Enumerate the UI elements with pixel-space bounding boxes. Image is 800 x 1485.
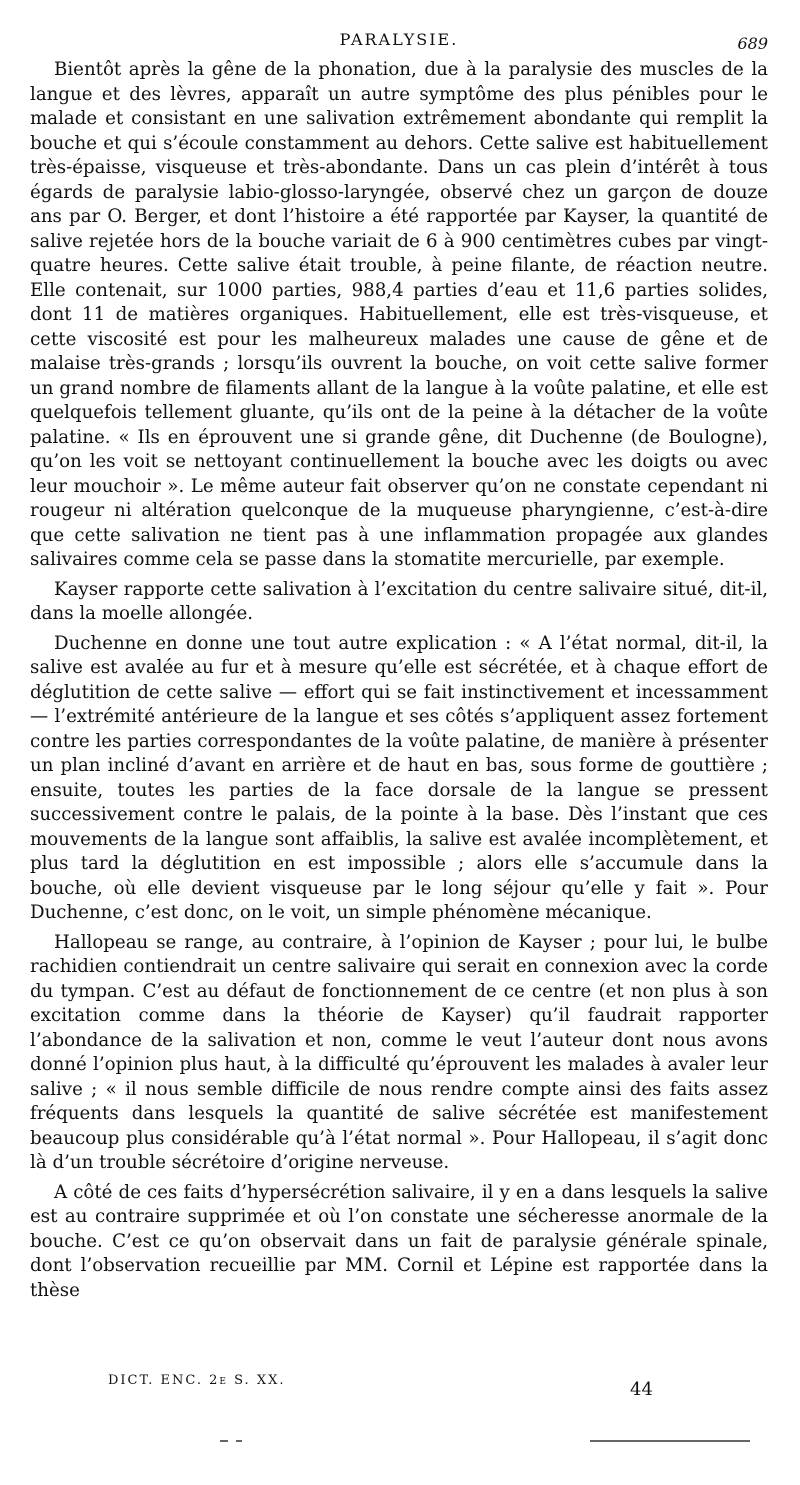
paragraph: Duchenne en donne une tout autre explication : « A l’état normal, dit-il, la salive est avalée au fur et à mesure qu’elle est sécrétée, et à chaque effort de déglutition de cette salive — effort qui se fait instinctivement et incessamment — l’extrémité antérieure de la langue et ses côtés s’appliquent assez fortement contre les parties correspondantes de la voûte palatine, de manière à présenter un plan incliné d’avant en arrière et de haut en bas, sous forme de gouttière ; ensuite, toutes les parties de la face dorsale de la langue se pressent successivement contre le palais, de la pointe à la base. Dès l’instant que ces mouvements de la langue sont affaiblis, la salive est avalée incomplètement, et plus tard la déglutition en est impossible ; alors elle s’accumule dans la bouche, où elle devient visqueuse par le long séjour qu’elle y fait ». Pour Duchenne, c’est donc, on le voit, un simple phénomène mécanique. — [30, 632, 768, 923]
bleed-through-marks — [210, 1440, 770, 1446]
paragraph: A côté de ces faits d’hypersécrétion salivaire, il y en a dans lesquels la salive est au contraire supprimée et où l’on constate une sécheresse anormale de la bouche. C’est ce qu’on observait dans un fait de paralysie générale spinale, dont l’observation recueillie par MM. Cornil et Lépine est rapportée dans la thèse — [30, 1181, 768, 1301]
collection-reference: DICT. ENC. 2e S. XX. — [108, 1373, 286, 1388]
page-number: 689 — [737, 34, 768, 53]
signature-mark: 44 — [630, 1379, 653, 1400]
body-text — [30, 58, 768, 1308]
paragraph: Kayser rapporte cette salivation à l’excitation du centre salivaire situé, dit-il, dans la moelle allongée. — [30, 578, 768, 624]
page-footer — [30, 1373, 768, 1403]
paragraph: Bientôt après la gêne de la phonation, due à la paralysie des muscles de la langue et des lèvres, apparaît un autre symptôme des plus pénibles pour le malade et consistant en une salivation extrêmement abondante qui remplit la bouche et qui s’écoule constamment au dehors. Cette salive est habituellement très-épaisse, visqueuse et très-abondante. Dans un cas plein d’intérêt à tous égards de paralysie labio-glosso-laryngée, observé chez un garçon de douze ans par O. Berger, et dont l’histoire a été rapportée par Kayser, la quantité de salive rejetée hors de la bouche variait de 6 à 900 centimètres cubes par vingt-quatre heures. Cette salive était trouble, à peine filante, de réaction neutre. Elle contenait, sur 1000 parties, 988,4 parties d’eau et 11,6 parties solides, dont 11 de matières organiques. Habituellement, elle est très-visqueuse, et cette viscosité est pour les malheureux malades une cause de gêne et de malaise très-grands ; lorsqu’ils ouvrent la bouche, on voit cette salive former un grand nombre de filaments allant de la langue à la voûte palatine, et elle est quelquefois tellement gluante, qu’ils ont de la peine à la détacher de la voûte palatine. « Ils en éprouvent une si grande gêne, dit Duchenne (de Boulogne), qu’on les voit se nettoyant continuellement la bouche avec les doigts ou avec leur mouchoir ». Le même auteur fait observer qu’on ne constate cependant ni rougeur ni altération quelconque de la muqueuse pharyngienne, c’est-à-dire que cette salivation ne tient pas à une inflammation propagée aux glandes salivaires comme cela se passe dans la stomatite mercurielle, par exemple. — [30, 59, 768, 570]
page-header — [30, 30, 768, 54]
paragraph: Hallopeau se range, au contraire, à l’opinion de Kayser ; pour lui, le bulbe rachidien contiendrait un centre salivaire qui serait en connexion avec la corde du tympan. C’est au défaut de fonctionnement de ce centre (et non plus à son excitation comme dans la théorie de Kayser) qu’il faudrait rapporter l’abondance de la salivation et non, comme le veut l’auteur dont nous avons donné l’opinion plus haut, à la difficulté qu’éprouvent les malades à avaler leur salive ; « il nous semble difficile de nous rendre compte ainsi des faits assez fréquents dans lesquels la quantité de salive sécrétée est manifestement beaucoup plus considérable qu’à l’état normal ». Pour Hallopeau, il s’agit donc là d’un trouble sécrétoire d’origine nerveuse. — [30, 931, 768, 1173]
page — [30, 0, 768, 1485]
running-title: PARALYSIE. — [339, 30, 459, 49]
